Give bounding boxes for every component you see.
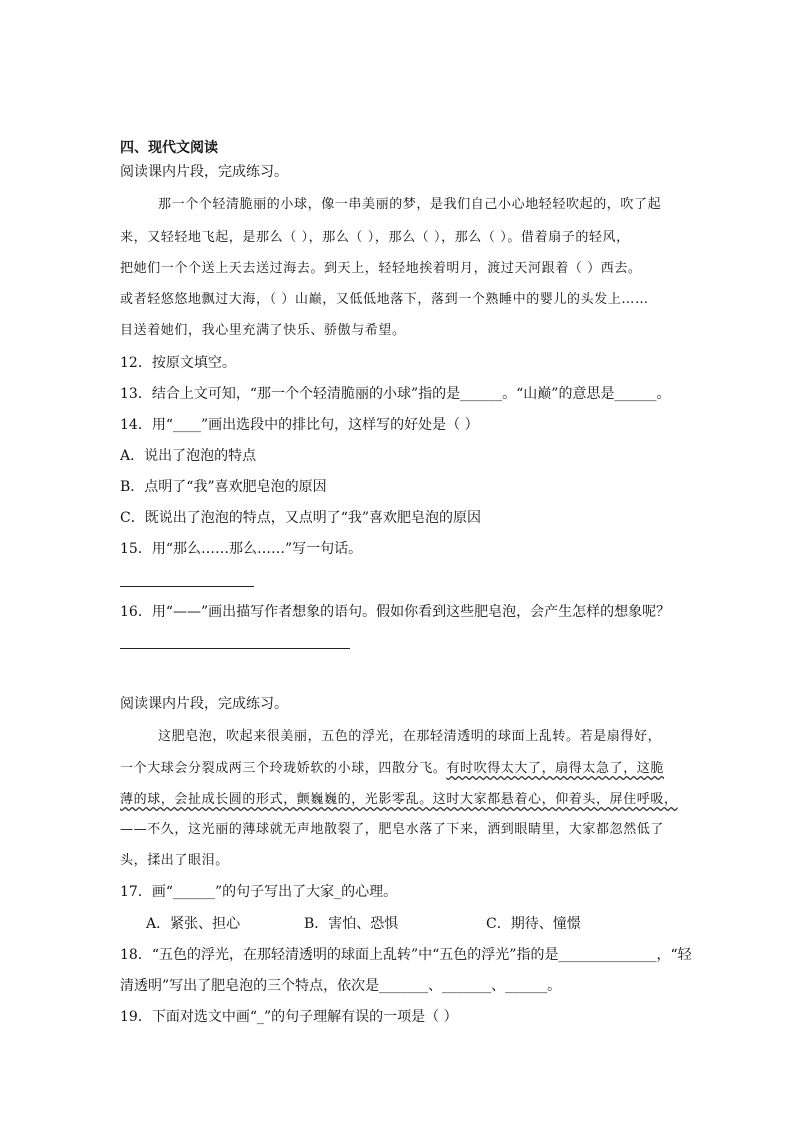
passage1-line: 或者轻悠悠地飘过大海，（ ）山巅，又低低地落下，落到一个熟睡中的婴儿的头发上…… (120, 292, 649, 307)
answer-line-16[interactable] (120, 648, 350, 649)
question-18-line1: 18．“五色的浮光，在那轻清透明的球面上乱转”中“五色的浮光”指的是______________，“轻 (120, 947, 692, 963)
passage2-line: ——不久，这光丽的薄球就无声地散裂了，肥皂水落了下来，洒到眼睛里，大家都忽然低了 (120, 822, 665, 837)
passage2-line: 薄的球，会扯成长圆的形式，颤巍巍的，光影零乱。这时大家都悬着心，仰着头，屏住呼吸， (120, 792, 678, 807)
passage1-line: 那一个个轻清脆丽的小球，像一串美丽的梦，是我们自己小心地轻轻吹起的，吹了起 (158, 197, 662, 212)
passage1-line: 来，又轻轻地飞起，是那么（ ），那么（ ），那么（ ），那么（ ）。借着扇子的轻风， (120, 230, 630, 245)
question-17-options (146, 914, 581, 934)
section-title: 四、现代文阅读 (120, 140, 218, 156)
passage1-line: 把她们一个个送上天去送过海去。到天上，轻轻地挨着明月，渡过天河跟着（ ）西去。 (120, 261, 642, 276)
passage1-instruction: 阅读课内片段，完成练习。 (120, 164, 288, 180)
question-12: 12．按原文填空。 (120, 355, 236, 371)
passage2-line: 头，揉出了眼泪。 (120, 853, 229, 868)
option-c: C．期待、憧憬 (486, 916, 581, 932)
question-13: 13．结合上文可知，“那一个个轻清脆丽的小球”指的是______。“山巅”的意思是______。 (120, 386, 671, 402)
passage2-line (120, 759, 664, 779)
answer-line-15[interactable] (120, 586, 254, 587)
passage2-line: 这肥皂泡，吹起来很美丽，五色的浮光，在那轻清透明的球面上乱转。若是扇得好， (158, 729, 662, 744)
question-14: 14．用“____”画出选段中的排比句，这样写的好处是（ ） (120, 417, 479, 433)
question-15: 15．用“那么……那么……”写一句话。 (120, 541, 363, 557)
question-18-line2: 清透明”写出了肥皂泡的三个特点，依次是_______、_______、______。 (120, 978, 562, 994)
wavy-underlined-sentence: 有时吹得太大了，扇得太急了，这脆 (446, 761, 665, 776)
option-b: B．害怕、恐惧 (304, 916, 399, 932)
question-14-option-b: B．点明了“我”喜欢肥皂泡的原因 (120, 479, 327, 495)
question-17: 17．画“______”的句子写出了大家_的心理。 (120, 884, 398, 900)
option-a: A．紧张、担心 (146, 916, 241, 932)
passage1-line: 目送着她们，我心里充满了快乐、骄傲与希望。 (120, 323, 406, 338)
question-16: 16．用“——”画出描写作者想象的语句。假如你看到这些肥皂泡，会产生怎样的想象呢？ (120, 604, 671, 620)
question-19: 19．下面对选文中画“_”的句子理解有误的一项是（ ） (120, 1009, 458, 1025)
passage2-text: 一个大球会分裂成两三个玲珑娇软的小球，四散分飞。 (120, 761, 447, 776)
passage2-instruction: 阅读课内片段，完成练习。 (120, 696, 288, 712)
question-14-option-c: C．既说出了泡泡的特点，又点明了“我”喜欢肥皂泡的原因 (120, 510, 482, 526)
question-14-option-a: A．说出了泡泡的特点 (120, 448, 257, 464)
